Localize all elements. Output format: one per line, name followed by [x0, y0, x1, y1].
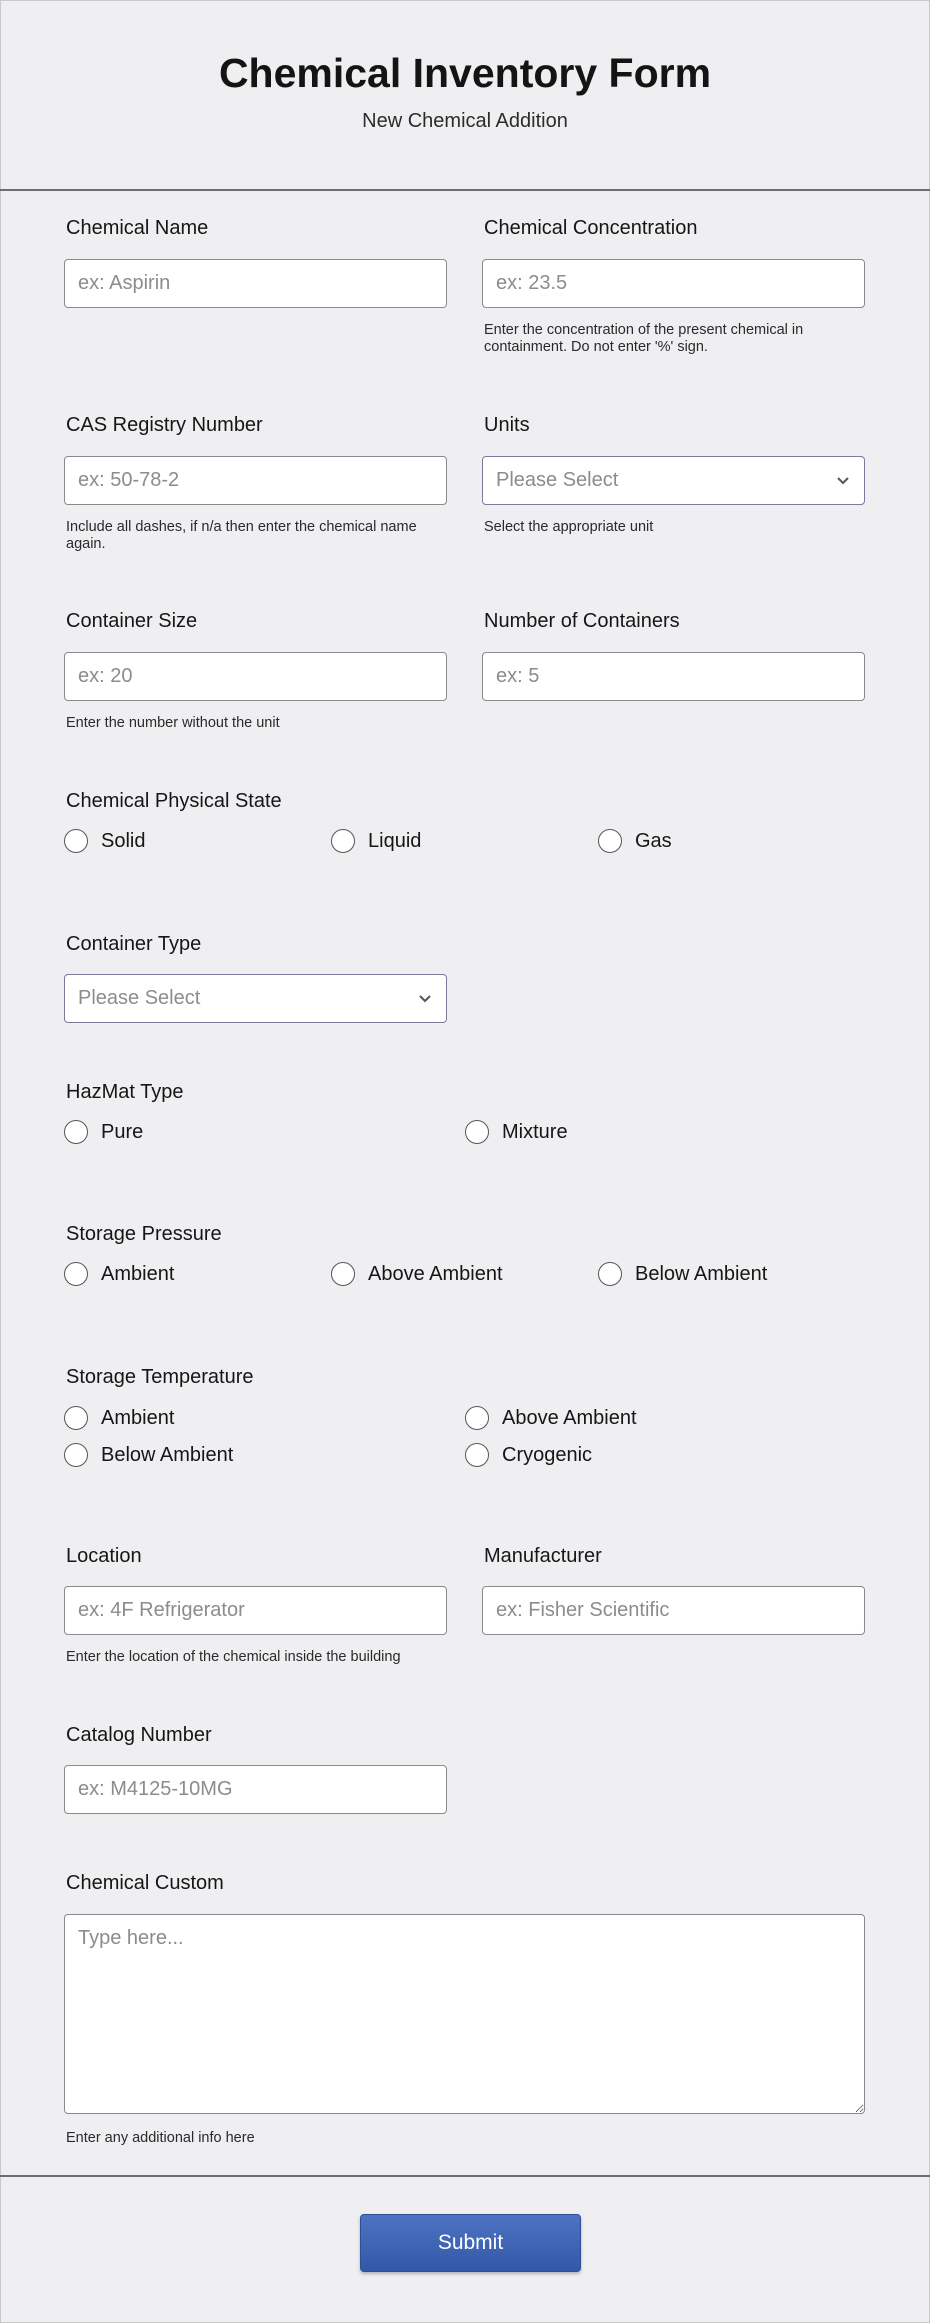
radio-circle[interactable]: [598, 829, 622, 853]
chemical-concentration-label: Chemical Concentration: [484, 217, 698, 239]
radio-label: Below Ambient: [101, 1443, 234, 1466]
radio-circle[interactable]: [64, 1406, 88, 1430]
page-subtitle: New Chemical Addition: [362, 110, 568, 132]
location-label: Location: [66, 1545, 142, 1567]
radio-circle[interactable]: [64, 829, 88, 853]
radio-circle[interactable]: [64, 1262, 88, 1286]
radio-circle[interactable]: [331, 829, 355, 853]
cas-number-help: Include all dashes, if n/a then enter the chemical name again.: [66, 519, 417, 552]
storage-pressure-ambient-radio[interactable]: [64, 1262, 174, 1286]
units-select[interactable]: [482, 456, 865, 505]
chemical-concentration-input[interactable]: [482, 259, 865, 308]
chemical-custom-textarea[interactable]: [64, 1914, 865, 2114]
footer-divider: [0, 2175, 930, 2177]
storage-pressure-below-radio[interactable]: [598, 1262, 767, 1286]
chemical-name-input[interactable]: [64, 259, 447, 308]
physical-state-label: Chemical Physical State: [66, 790, 282, 812]
storage-temperature-label: Storage Temperature: [66, 1366, 254, 1388]
radio-label: Pure: [101, 1120, 144, 1143]
radio-label: Ambient: [101, 1262, 175, 1285]
units-help: Select the appropriate unit: [484, 519, 654, 535]
container-size-label: Container Size: [66, 610, 198, 632]
page-title: Chemical Inventory Form: [218, 50, 712, 96]
radio-circle[interactable]: [465, 1443, 489, 1467]
radio-label: Below Ambient: [635, 1262, 768, 1285]
radio-label: Gas: [635, 829, 672, 852]
radio-label: Mixture: [502, 1120, 568, 1143]
chevron-down-icon: [836, 476, 850, 486]
storage-temperature-below-radio[interactable]: [64, 1443, 233, 1467]
cas-number-input[interactable]: [64, 456, 447, 505]
location-help: Enter the location of the chemical inside the building: [66, 1649, 401, 1665]
units-label: Units: [484, 414, 530, 436]
storage-pressure-label: Storage Pressure: [66, 1223, 222, 1245]
physical-state-gas-radio[interactable]: [598, 829, 672, 853]
physical-state-liquid-radio[interactable]: [331, 829, 421, 853]
chemical-name-label: Chemical Name: [66, 217, 209, 239]
manufacturer-label: Manufacturer: [484, 1545, 602, 1567]
form-header: [0, 0, 930, 191]
chemical-custom-label: Chemical Custom: [66, 1872, 224, 1894]
radio-circle[interactable]: [64, 1443, 88, 1467]
physical-state-solid-radio[interactable]: [64, 829, 145, 853]
radio-label: Solid: [101, 829, 146, 852]
container-type-label: Container Type: [66, 933, 202, 955]
chevron-down-icon: [418, 994, 432, 1004]
hazmat-type-label: HazMat Type: [66, 1081, 184, 1103]
hazmat-pure-radio[interactable]: [64, 1120, 143, 1144]
number-of-containers-input[interactable]: [482, 652, 865, 701]
catalog-number-label: Catalog Number: [66, 1724, 212, 1746]
chemical-concentration-help: Enter the concentration of the present chemical in containment. Do not enter '%' sign.: [484, 322, 804, 355]
radio-label: Above Ambient: [502, 1406, 637, 1429]
catalog-number-input[interactable]: [64, 1765, 447, 1814]
radio-circle[interactable]: [465, 1406, 489, 1430]
submit-button[interactable]: Submit: [360, 2214, 581, 2272]
storage-pressure-above-radio[interactable]: [331, 1262, 503, 1286]
units-selected-value: Please Select: [496, 469, 619, 491]
container-type-select[interactable]: [64, 974, 447, 1023]
radio-circle[interactable]: [64, 1120, 88, 1144]
container-size-help: Enter the number without the unit: [66, 715, 280, 731]
radio-circle[interactable]: [331, 1262, 355, 1286]
radio-circle[interactable]: [465, 1120, 489, 1144]
radio-circle[interactable]: [598, 1262, 622, 1286]
radio-label: Ambient: [101, 1406, 175, 1429]
cas-number-label: CAS Registry Number: [66, 414, 263, 436]
container-size-input[interactable]: [64, 652, 447, 701]
location-input[interactable]: [64, 1586, 447, 1635]
radio-label: Cryogenic: [502, 1443, 593, 1466]
chemical-custom-help: Enter any additional info here: [66, 2130, 255, 2146]
number-of-containers-label: Number of Containers: [484, 610, 680, 632]
hazmat-mixture-radio[interactable]: [465, 1120, 568, 1144]
radio-label: Above Ambient: [368, 1262, 503, 1285]
storage-temperature-ambient-radio[interactable]: [64, 1406, 174, 1430]
storage-temperature-cryogenic-radio[interactable]: [465, 1443, 592, 1467]
container-type-selected-value: Please Select: [78, 987, 201, 1009]
radio-label: Liquid: [368, 829, 422, 852]
manufacturer-input[interactable]: [482, 1586, 865, 1635]
storage-temperature-above-radio[interactable]: [465, 1406, 637, 1430]
